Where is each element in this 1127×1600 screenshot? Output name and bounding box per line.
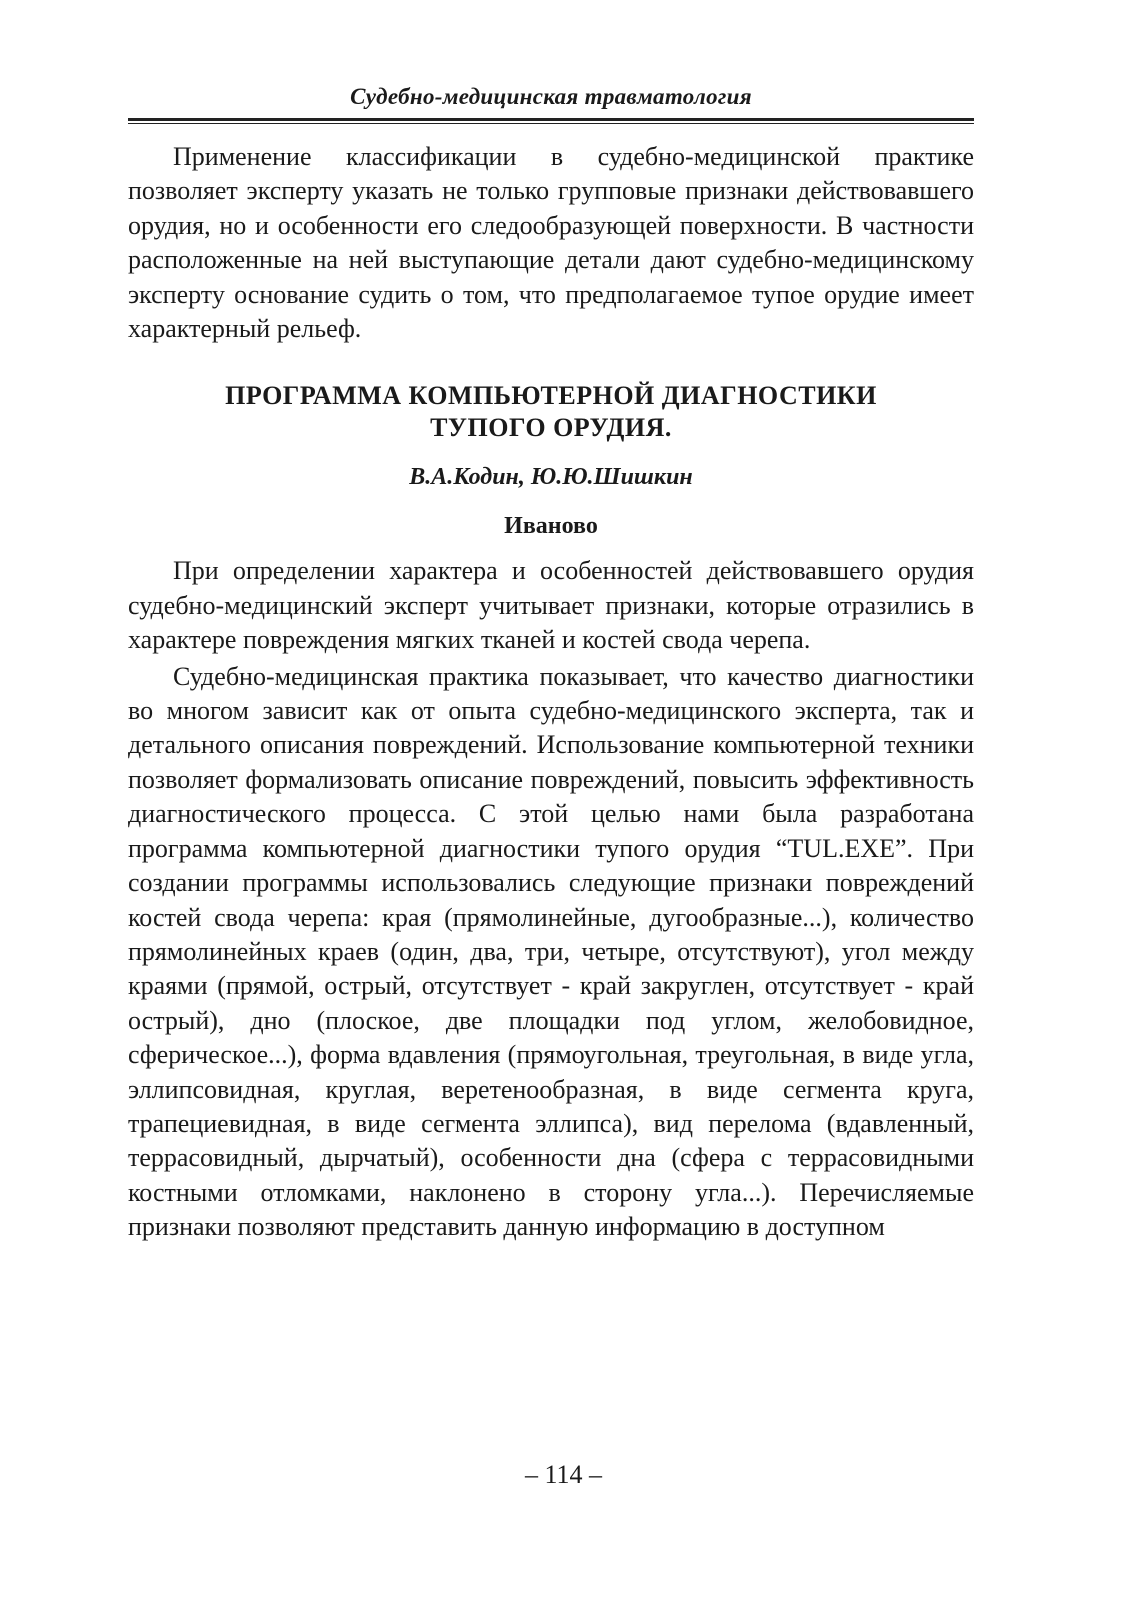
article-authors: В.А.Кодин, Ю.Ю.Шишкин — [409, 464, 693, 491]
article-city: Иваново — [504, 513, 598, 540]
page-number: – 114 – — [524, 1460, 603, 1489]
article-title-line-1: ПРОГРАММА КОМПЬЮТЕРНОЙ ДИАГНОСТИКИ — [225, 381, 877, 411]
book-page — [128, 78, 974, 1245]
article-title-line-2: ТУПОГО ОРУДИЯ. — [430, 413, 672, 443]
running-head: Судебно-медицинская травматология — [350, 84, 752, 109]
article-paragraph-2: Судебно-медицинская практика показывает, что качество диагностики во многом зависит как от опыта судебно-медицинского эксперта, так и детального описания повреждений. Использование компьютерной техники позволяет формализовать описание повреждений, повысить эффективность диагностического процесса. С этой целью нами была разработана программа компьютерной диагностики тупого орудия “TUL.EXE”. При создании программы использовались следующие признаки повреждений костей свода черепа: края (прямолинейные, дугообразные...), количество прямолинейных краев (один, два, три, четыре, отсутствуют), угол между краями (прямой, острый, отсутствует - край закруглен, отсутствует - край острый), дно (плоское, две площадки под углом, желобовидное, сферическое...), форма вдавления (прямоугольная, треугольная, в виде угла, эллипсовидная, круглая, веретенообразная, в виде сегмента круга, трапециевидная, в виде сегмента эллипса), вид перелома (вдавленный, террасовидный, дырчатый), особенности дна (сфера с террасовидными костными отломками, наклонено в сторону угла...). Перечисляемые признаки позволяют представить данную информацию в доступном — [128, 661, 974, 1242]
header-rule-thick — [128, 118, 974, 121]
article-paragraph-1: При определении характера и особенностей действовавшего орудия судебно-медицинский эксперт учитывает признаки, которые отразились в характере повреждения мягких тканей и костей свода черепа. — [128, 556, 974, 655]
intro-paragraph: Применение классификации в судебно-медицинской практике позволяет эксперту указать не только групповые признаки действовавшего орудия, но и особенности его следообразующей поверхности. В частности расположенные на ней выступающие детали дают судебно-медицинскому эксперту основание судить о том, что предполагаемое тупое орудие имеет характерный рельеф. — [128, 142, 974, 344]
header-rule-thin — [128, 123, 974, 124]
article-title — [128, 380, 974, 444]
